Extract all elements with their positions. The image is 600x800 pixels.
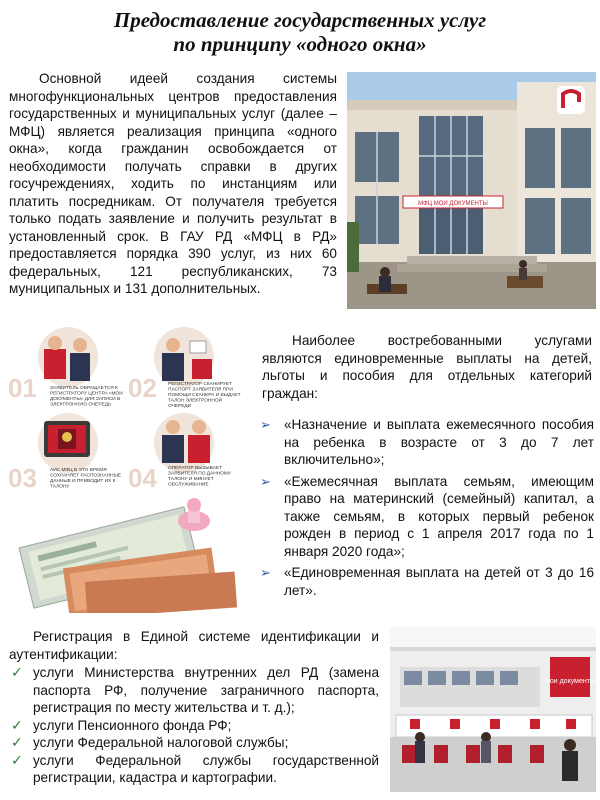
check-bullet-icon: ✓: [11, 716, 23, 733]
step-1-caption-line: РЕГИСТРАТОРУ ЦЕНТРА «МОИ: [50, 391, 123, 397]
step-2-caption-line: ТАЛОН ЭЛЕКТРОННОЙ: [168, 398, 223, 404]
list-item-text: «Ежемесячная выплата семьям, имеющим право на материнский (семейный) капитал, а также семьям, в которых первый ребенок рожден в период с 1 апреля 2017 года по 1 января 2020 года»;: [284, 473, 594, 559]
arrow-bullet-icon: ➢: [260, 417, 271, 432]
registration-title: Регистрация в Единой системе идентификации и аутентификации:: [9, 629, 379, 662]
intro-paragraph: Основной идеей создания системы многофункциональных центров предоставления государственных и муниципальных услуг (далее – МФЦ) является реализация принципа «одного окна», когда гражданин освобождается от необходимости получать справки в других госучреждениях, ходить по инстанциям или платить посредникам. От получателя требуется только подать заявление и получить результат в установленный срок. В ГАУ РД «МФЦ в РД» предоставляется порядка 390 услуг, из них 60 федеральных, 121 республиканских, 73 муниципальных и 131 дополнительных.: [9, 71, 337, 296]
list-item-text: услуги Федеральной службы государственной регистрации, кадастра и картографии.: [33, 752, 379, 785]
check-bullet-icon: ✓: [11, 734, 23, 750]
process-steps-illustration: [6, 323, 246, 495]
list-item: [258, 564, 594, 599]
step-2-caption-line: ПОМОЩИ СКАНЕРА И ВЫДАЕТ: [168, 393, 241, 398]
mfc-service-hall-photo: [390, 627, 596, 792]
check-bullet-icon: ✓: [11, 751, 23, 768]
step-2-caption-line: ПАСПОРТ ЗАЯВИТЕЛЯ ПРИ: [168, 387, 233, 393]
hall-brand-sign: мои документы: [545, 678, 595, 685]
list-item-text: услуги Пенсионного фонда РФ;: [33, 717, 232, 733]
page-title-line1: Предоставление государственных услуг: [113, 8, 487, 32]
step-3-caption-line: ТАЛОНУ: [50, 484, 70, 490]
list-item: [9, 717, 379, 735]
step-3-caption-line: ДАННЫЕ И ПРИВОДИТ ИХ К: [50, 479, 116, 484]
step-1-caption-line: ДОКУМЕНТЫ» ДЛЯ ЗАПИСИ В: [50, 397, 121, 402]
money-certificate-photo: [6, 495, 246, 613]
page-title-line2: по принципу «одного окна»: [173, 32, 427, 56]
list-item: [9, 752, 379, 787]
check-bullet-icon: ✓: [11, 664, 23, 680]
services-list: [258, 416, 594, 603]
list-item: [9, 664, 379, 717]
list-item: [258, 416, 594, 469]
registration-list: [9, 664, 379, 787]
step-2-number: 02: [128, 373, 157, 403]
building-banner-text: МФЦ МОИ ДОКУМЕНТЫ: [418, 201, 488, 207]
step-2-caption-line: РЕГИСТРАТОР СКАНИРУЕТ: [168, 382, 233, 387]
list-item-text: услуги Федеральной налоговой службы;: [33, 735, 289, 750]
list-item: [258, 473, 594, 561]
arrow-bullet-icon: ➢: [260, 473, 271, 489]
list-item-text: услуги Министерства внутренних дел РД (замена паспорта РФ, получение заграничного паспорта, регистрация по месту жительства и т. д.);: [33, 665, 379, 715]
step-3-number: 03: [8, 463, 37, 493]
step-4-caption-line: ТАЛОНУ И МИНУЕТ: [168, 477, 214, 482]
list-item-text: «Назначение и выплата ежемесячного пособия на ребенка в возрасте от 3 до 7 лет включительно»;: [284, 417, 594, 467]
step-2-caption-line: ОЧЕРЕДИ: [168, 404, 192, 409]
arrow-bullet-icon: ➢: [260, 565, 271, 580]
page-title: [0, 8, 600, 56]
mfc-building-photo: [347, 72, 596, 309]
step-3-caption-line: СОХРАНЯЕТ РАСПОЗНАННЫЕ: [50, 473, 122, 479]
step-4-caption-line: ОПЕРАТОР ВЫЗЫВАЕТ: [168, 466, 223, 471]
step-1-number: 01: [8, 373, 37, 403]
step-1-caption-line: ЭЛЕКТРОННУЮ ОЧЕРЕДЬ: [50, 402, 112, 408]
services-intro: Наиболее востребованными услугами являются единовременные выплаты на детей, льготы и пособия для отдельных категорий граждан:: [262, 333, 592, 401]
step-4-caption-line: ОБСЛУЖИВАНИЕ: [168, 482, 209, 488]
step-4-caption-line: ЗАЯВИТЕЛЯ ПО ДАННОМУ: [168, 471, 231, 477]
list-item: [9, 734, 379, 752]
list-item-text: «Единовременная выплата на детей от 3 до 16 лет».: [284, 565, 594, 598]
step-3-caption-line: АИС МФЦ В ЭТО ВРЕМЯ: [50, 468, 107, 473]
step-4-number: 04: [128, 463, 157, 493]
step-1-caption-line: ЗАЯВИТЕЛЬ ОБРАЩАЕТСЯ К: [50, 386, 118, 391]
